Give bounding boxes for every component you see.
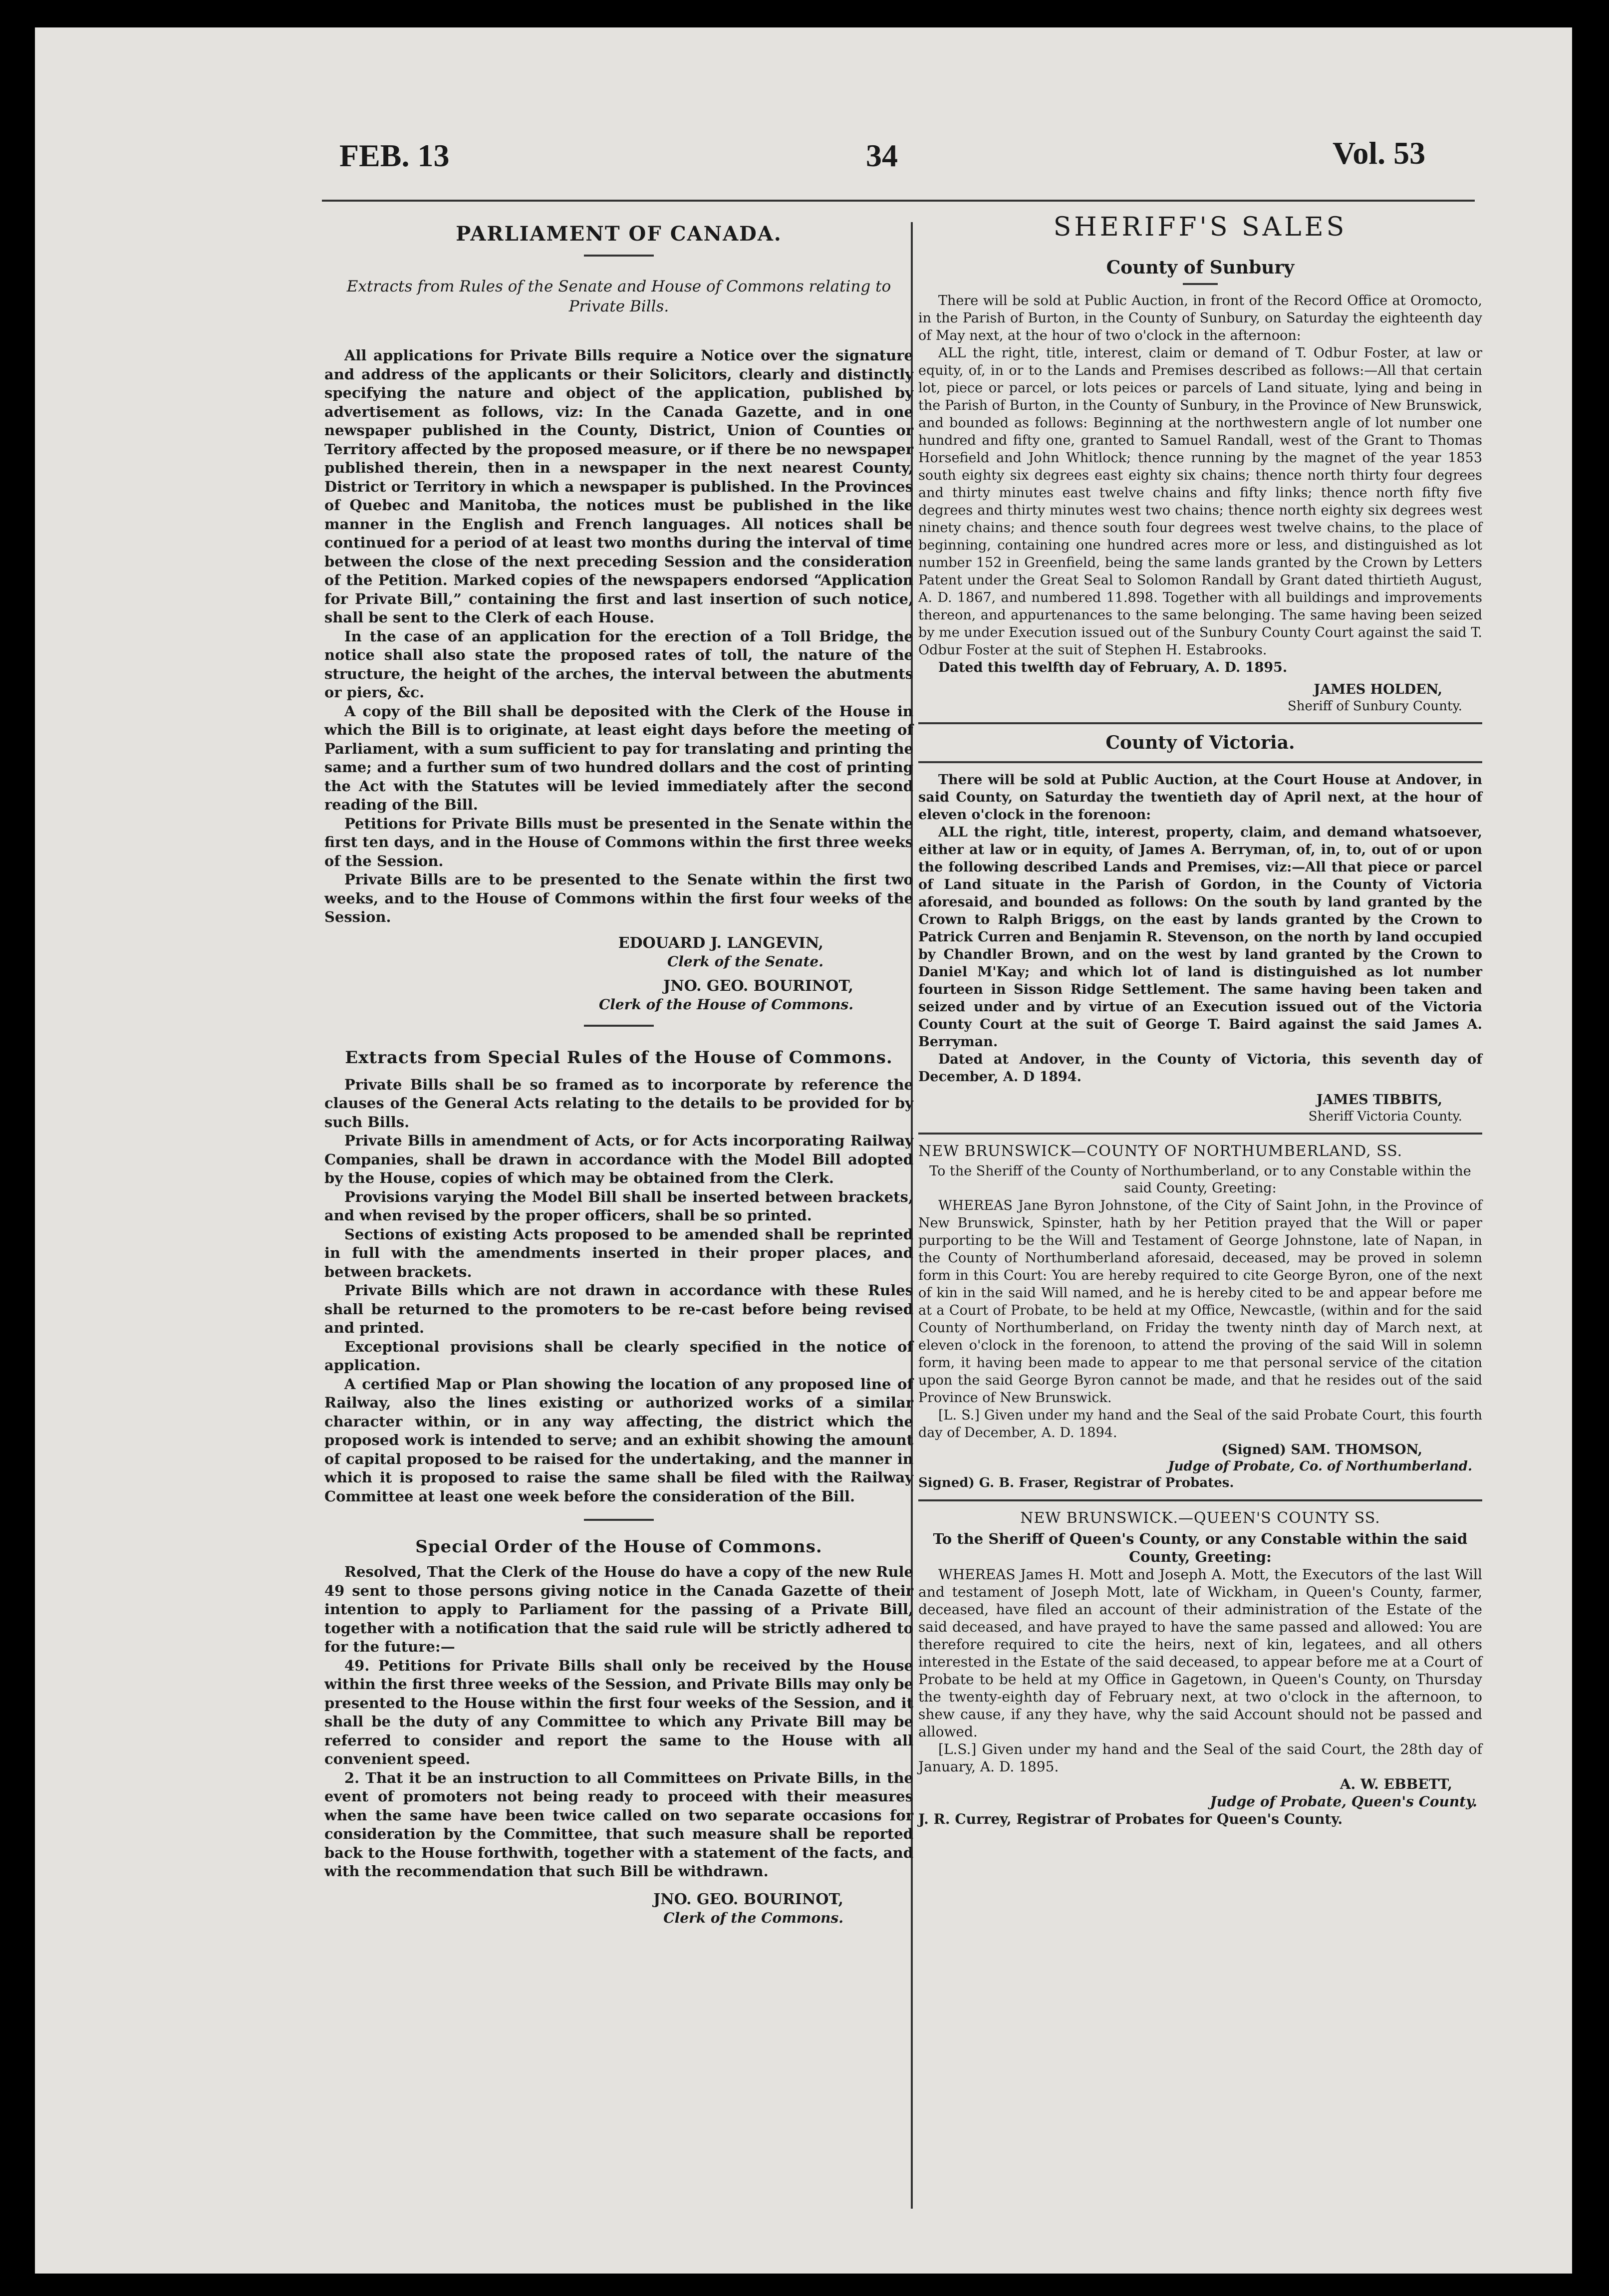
victoria-intro: There will be sold at Public Auction, at the Court House at Andover, in said County, on Saturday the twentieth day of April next, at the hour of eleven o'clock in the forenoon: xyxy=(918,772,1482,823)
signatory-name: JNO. GEO. BOURINOT, xyxy=(653,1890,843,1908)
sunbury-dated: Dated this twelfth day of February, A. D. 1895. xyxy=(938,660,1288,675)
judge-name: A. W. EBBETT, xyxy=(1340,1776,1452,1792)
section-rule xyxy=(918,1499,1482,1501)
section-rule xyxy=(584,1519,654,1521)
signatory-title: Clerk of the Commons. xyxy=(663,1909,843,1926)
sunbury-body: ALL the right, title, interest, claim or demand of T. Odbur Foster, at law or equity, of, in or to the Lands and Premises described as follows:—All that certain lot, piece or parcel, or lots peices or parcels of Land situate, lying and being in the Parish of Burton, in the County of Sunbury, in the Province of New Brunswick, and bounded as follows: Beginning at the northwestern angle of lot number one hundred and fifty one, granted to Samuel Randall, west of the Grant to Thomas Horsefield and John Whitlock; thence running by the magnet of the year 1853 south eighty six degrees east eighty six chains; thence north thirty four degrees and thirty minutes east twelve chains and fifty links; thence north fifty five degrees and thirty minutes west two chains; thence north eighty six degrees west ninety chains; and thence south four degrees west twelve chains, to the place of beginning, containing one hundred acres more or less, and distinguished as lot number 152 in Greenfield, being the same lands granted by the Crown by Letters Patent under the Great Seal to Solomon Randall by Grant dated thirtieth August, A. D. 1867, and numbered 11.898. Together with all buildings and improvements thereon, and appurtenances to the same belonging. The same having been seized by me under Execution issued out of the Sunbury County Court against the said T. Odbur Foster at the suit of Stephen H. Estabrooks. xyxy=(918,345,1482,658)
header-page-number: 34 xyxy=(866,138,898,173)
rule-paragraph: Private Bills are to be presented to the Senate within the first two weeks, and to the House of Commons within the first four weeks of the Session. xyxy=(324,871,913,925)
left-column xyxy=(324,192,913,1927)
order-paragraph: 49. Petitions for Private Bills shall only be received by the House within the first three weeks of the Session, and Private Bills may only be presented to the House within the first four weeks of the Session, and it shall be the duty of any Committee to which any Private Bill may be referred to consider and report the same to the House with all convenient speed. xyxy=(324,1657,913,1767)
section-rule xyxy=(584,1025,654,1027)
rule-paragraph: Petitions for Private Bills must be presented in the Senate within the first ten days, and in the House of Commons within the first three weeks of the Session. xyxy=(324,815,913,869)
special-rule-paragraph: A certified Map or Plan showing the location of any proposed line of Railway, also the lines existing or authorized works of a similar character within, or in any way affecting, the district which the proposed work is intended to serve; and an exhibit showing the amount of capital proposed to be raised for the undertaking, and the manner in which it is proposed to raise the same shall be filed with the Railway Committee at least one week before the consideration of the Bill. xyxy=(324,1375,913,1505)
sunbury-intro: There will be sold at Public Auction, in front of the Record Office at Oromocto, in the Parish of Burton, in the County of Sunbury, on Saturday the eighteenth day of May next, at the hour of two o'clock in the afternoon: xyxy=(918,293,1482,343)
queens-greeting: To the Sheriff of Queen's County, or any Constable within the said County, Greeting: xyxy=(933,1530,1468,1565)
section-rule xyxy=(918,722,1482,724)
registrar-line: Signed) G. B. Fraser, Registrar of Probates. xyxy=(918,1475,1234,1490)
right-column xyxy=(918,192,1482,1828)
special-rules-heading: Extracts from Special Rules of the House of Commons. xyxy=(345,1047,893,1068)
section-rule xyxy=(1183,283,1218,285)
queens-seal: [L.S.] Given under my hand and the Seal of the said Court, the 28th day of January, A. D. 1895. xyxy=(918,1741,1482,1775)
special-rule-paragraph: Private Bills which are not drawn in accordance with these Rules shall be returned to the promoters to be re-cast before being revised and printed. xyxy=(324,1282,913,1336)
title-rule xyxy=(584,255,654,257)
sheriff-title: Sheriff Victoria County. xyxy=(1308,1109,1462,1124)
header-date: FEB. 13 xyxy=(339,138,450,173)
rule-paragraph: In the case of an application for the erection of a Toll Bridge, the notice shall also state the proposed rates of toll, the nature of the structure, the height of the arches, the interval between the abutments or piers, &c. xyxy=(324,627,913,701)
queens-county-heading: NEW BRUNSWICK.—QUEEN'S COUNTY SS. xyxy=(1020,1509,1380,1527)
sheriff-name: JAMES TIBBITS, xyxy=(1316,1092,1442,1108)
header-volume: Vol. 53 xyxy=(1333,135,1426,171)
special-rule-paragraph: Private Bills shall be so framed as to incorporate by reference the clauses of the General Acts relating to the details to be provided for by such Bills. xyxy=(324,1076,913,1131)
order-paragraph: Resolved, That the Clerk of the House do have a copy of the new Rule 49 sent to those persons giving notice in the Canada Gazette of their intention to apply to Parliament for the passing of a Private Bill, together with a notification that the said rule will be strictly adhered to for the future:— xyxy=(324,1563,913,1655)
sheriffs-sales-title: SHERIFF'S SALES xyxy=(1053,212,1347,242)
special-rule-paragraph: Provisions varying the Model Bill shall be inserted between brackets, and when revised by the proper officers, shall be so printed. xyxy=(324,1188,913,1224)
page-sheet xyxy=(35,27,1572,2274)
sunbury-heading: County of Sunbury xyxy=(1106,257,1295,278)
special-order-heading: Special Order of the House of Commons. xyxy=(415,1537,822,1557)
sheriff-title: Sheriff of Sunbury County. xyxy=(1287,699,1462,714)
special-rule-paragraph: Exceptional provisions shall be clearly specified in the notice of application. xyxy=(324,1338,913,1374)
judge-title: Judge of Probate, Co. of Northumberland. xyxy=(1168,1459,1472,1474)
registrar-line: J. R. Currey, Registrar of Probates for Queen's County. xyxy=(918,1811,1343,1827)
section-rule xyxy=(918,761,1482,763)
rule-paragraph: All applications for Private Bills require a Notice over the signature and address of the applicants or their Solicitors, clearly and distinctly specifying the nature and object of the application, published by advertisement as follows, viz: In the Canada Gazette, and in one newspaper published in the County, District, Union of Counties or Territory affected by the proposed measure, or if there be no newspaper published therein, then in a newspaper in the next nearest County, District or Territory in which a newspaper is published. In the Provinces of Quebec and Manitoba, the notices must be published in the like manner in the English and French languages. All notices shall be continued for a period of at least two months during the interval of time between the close of the next preceding Session and the consideration of the Petition. Marked copies of the newspapers endorsed “Application for Private Bill,” containing the first and last insertion of such notice, shall be sent to the Clerk of each House. xyxy=(324,347,913,626)
signatory-name: JNO. GEO. BOURINOT, xyxy=(663,977,853,995)
sheriff-name: JAMES HOLDEN, xyxy=(1314,682,1442,697)
signatory-name: EDOUARD J. LANGEVIN, xyxy=(618,934,823,952)
judge-name: (Signed) SAM. THOMSON, xyxy=(1221,1442,1422,1457)
extracts-subtitle: Extracts from Rules of the Senate and House of Commons relating to Private Bills. xyxy=(346,278,891,315)
order-paragraph: 2. That it be an instruction to all Committees on Private Bills, in the event of promoters not being ready to proceed with their measures when the same have been twice called on two separate occasions for consideration by the Committee, that such measure shall be reported back to the House forthwith, together with a statement of the facts, and with the recommendation that such Bill be withdrawn. xyxy=(324,1769,913,1880)
victoria-body: ALL the right, title, interest, property, claim, and demand whatsoever, either at law or in equity, of James A. Berryman, of, in, to, out of or upon the following described Lands and Premises, viz:—All that piece or parcel of Land situate in the Parish of Gordon, in the County of Victoria aforesaid, and bounded as follows: On the south by land granted by the Crown to Ralph Briggs, on the east by lands granted by the Crown to Patrick Curren and Benjamin R. Stevenson, on the north by land occupied by Chandler Brown, and on the west by land granted by the Crown to Daniel M'Kay; and which lot of land is distinguished as lot number fourteen in Sisson Ridge Settlement. The same having been taken and seized under and by virtue of an Execution issued out of the Victoria County Court at the suit of George T. Baird against the said James A. Berryman. xyxy=(918,825,1482,1050)
northumberland-body: WHEREAS Jane Byron Johnstone, of the City of Saint John, in the Province of New Brunswick, Spinster, hath by her Petition prayed that the Will or paper purporting to be the Will and Testament of George Johnstone, late of Napan, in the County of Northumberland aforesaid, deceased, may be proved in solemn form in this Court: You are hereby required to cite George Byron, one of the next of kin in the said Will named, and he is hereby cited to be and appear before me at a Court of Probate, to be held at my Office, Newcastle, (within and for the said County of Northumberland, on Friday the twenty ninth day of March next, at eleven o'clock in the forenoon, to attend the proving of the said Will in solemn form, it having been made to appear to me that personal service of the citation upon the said George Byron cannot be made, and that he resides out of the said Province of New Brunswick. xyxy=(918,1198,1482,1406)
special-rule-paragraph: Private Bills in amendment of Acts, or for Acts incorporating Railway Companies, shall be drawn in accordance with the Model Bill adopted by the House, copies of which may be obtained from the Clerk. xyxy=(324,1132,913,1186)
victoria-heading: County of Victoria. xyxy=(1105,732,1295,753)
section-rule xyxy=(918,1133,1482,1135)
special-rule-paragraph: Sections of existing Acts proposed to be amended shall be reprinted in full with the amendments inserted in their proper places, and between brackets. xyxy=(324,1225,913,1280)
queens-body: WHEREAS James H. Mott and Joseph A. Mott, the Executors of the last Will and testament of Joseph Mott, late of Wickham, in Queen's County, farmer, deceased, have filed an account of their administration of the Estate of the said deceased, and have prayed to have the same passed and allowed: You are therefore required to cite the heirs, next of kin, legatees, and all others interested in the Estate of the said deceased, to appear before me at a Court of Probate to be held at my Office in Gagetown, in Queen's County, on Thursday the twenty-eighth day of February next, at two o'clock in the afternoon, to shew cause, if any they have, why the said Account should not be passed and allowed. xyxy=(918,1566,1482,1740)
northumberland-seal: [L. S.] Given under my hand and the Seal of the said Probate Court, this fourth day of December, A. D. 1894. xyxy=(918,1408,1482,1440)
northumberland-heading: NEW BRUNSWICK—COUNTY OF NORTHUMBERLAND, SS. xyxy=(918,1143,1403,1160)
parliament-title: PARLIAMENT OF CANADA. xyxy=(456,222,782,246)
northumberland-greeting: To the Sheriff of the County of Northumberland, or to any Constable within the said County, Greeting: xyxy=(929,1163,1471,1196)
victoria-dated: Dated at Andover, in the County of Victoria, this seventh day of December, A. D 1894. xyxy=(918,1052,1482,1085)
rule-paragraph: A copy of the Bill shall be deposited with the Clerk of the House in which the Bill is to originate, at least eight days before the meeting of Parliament, with a sum sufficient to pay for translating and printing the same; and a further sum of two hundred dollars and the cost of printing the Act with the Statutes will be levied immediately after the second reading of the Bill. xyxy=(324,702,913,813)
judge-title: Judge of Probate, Queen's County. xyxy=(1210,1793,1477,1810)
signatory-title: Clerk of the House of Commons. xyxy=(598,996,853,1013)
signatory-title: Clerk of the Senate. xyxy=(667,953,823,970)
